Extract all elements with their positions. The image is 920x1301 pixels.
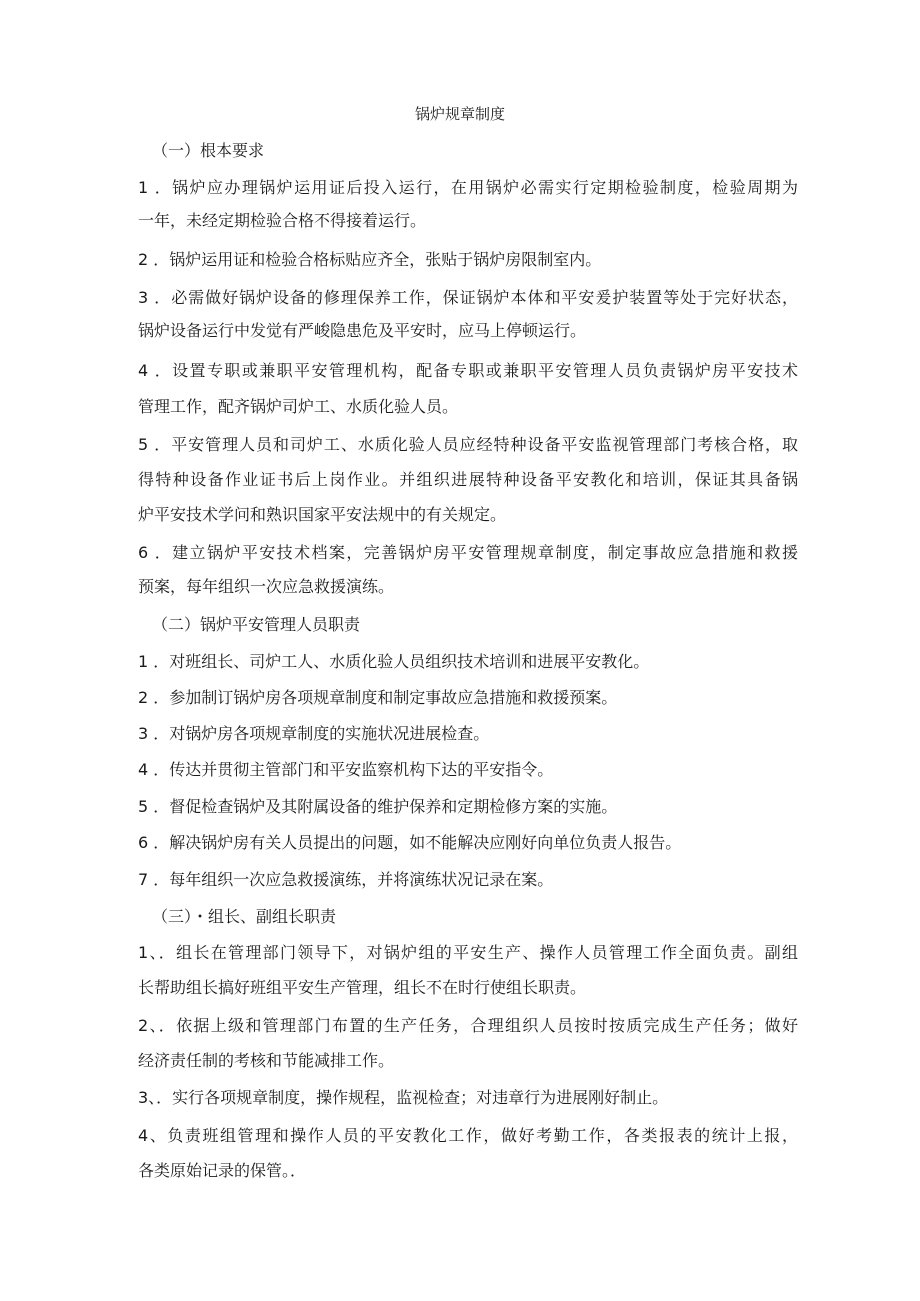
- section-heading-1: （一）根本要求: [152, 141, 265, 160]
- paragraph-line: 1、．组长在管理部门领导下，对锅炉组的平安生产、操作人员管理工作全面负责。副组: [138, 943, 798, 962]
- paragraph-line: 3 ．对锅炉房各项规章制度的实施状况进展检查。: [138, 724, 490, 743]
- paragraph-line: 2 ．参加制订锅炉房各项规章制度和制定事故应急措施和救援预案。: [138, 688, 618, 707]
- paragraph-line: 5 ．督促检查锅炉及其附属设备的维护保养和定期检修方案的实施。: [138, 797, 618, 816]
- paragraph-line: 管理工作，配齐锅炉司炉工、水质化验人员。: [138, 397, 459, 416]
- paragraph-line: 4、负责班组管理和操作人员的平安教化工作，做好考勤工作，各类报表的统计上报，: [138, 1126, 798, 1145]
- paragraph-line: 长帮助组长搞好班组平安生产管理，组长不在时行使组长职责。: [138, 978, 587, 997]
- paragraph-line: 一年，未经定期检验合格不得接着运行。: [138, 211, 427, 230]
- paragraph-line: 1 ．对班组长、司炉工人、水质化验人员组织技术培训和进展平安教化。: [138, 652, 650, 671]
- paragraph-line: 各类原始记录的保管。．: [138, 1161, 307, 1180]
- section-heading-2: （二）锅炉平安管理人员职责: [152, 615, 361, 634]
- paragraph-line: 6 ．建立锅炉平安技术档案，完善锅炉房平安管理规章制度，制定事故应急措施和救援: [138, 543, 798, 562]
- paragraph-line: 得特种设备作业证书后上岗作业。并组织进展特种设备平安教化和培训，保证其具备锅: [138, 470, 798, 489]
- paragraph-line: 1 ．锅炉应办理锅炉运用证后投入运行，在用锅炉必需实行定期检验制度，检验周期为: [138, 178, 798, 197]
- paragraph-line: 2 ．锅炉运用证和检验合格标贴应齐全，张贴于锅炉房限制室内。: [138, 250, 602, 269]
- paragraph-line: 3、．实行各项规章制度，操作规程，监视检查；对违章行为进展刚好制止。: [138, 1088, 669, 1107]
- paragraph-line: 7 ．每年组织一次应急救援演练，并将演练状况记录在案。: [138, 870, 554, 889]
- paragraph-line: 4 ．设置专职或兼职平安管理机构，配备专职或兼职平安管理人员负责锅炉房平安技术: [138, 361, 798, 380]
- paragraph-line: 2、．依据上级和管理部门布置的生产任务，合理组织人员按时按质完成生产任务；做好: [138, 1016, 798, 1035]
- paragraph-line: 6 ．解决锅炉房有关人员提出的问题，如不能解决应刚好向单位负责人报告。: [138, 833, 682, 852]
- paragraph-line: 经济责任制的考核和节能减排工作。: [138, 1051, 395, 1070]
- paragraph-line: 预案，每年组织一次应急救援演练。: [138, 577, 395, 596]
- paragraph-line: 4 ．传达并贯彻主管部门和平安监察机构下达的平安指令。: [138, 760, 554, 779]
- document-title: 锅炉规章制度: [414, 105, 505, 123]
- section-heading-3: （三）・组长、副组长职责: [152, 907, 337, 926]
- paragraph-line: 锅炉设备运行中发觉有严峻隐患危及平安时，应马上停顿运行。: [138, 321, 587, 340]
- paragraph-line: 3 ．必需做好锅炉设备的修理保养工作，保证锅炉本体和平安爰护装置等处于完好状态，: [138, 288, 798, 307]
- paragraph-line: 5 ．平安管理人员和司炉工、水质化验人员应经特种设备平安监视管理部门考核合格，取: [138, 435, 798, 454]
- paragraph-line: 炉平安技术学问和熟识国家平安法规中的有关规定。: [138, 505, 507, 524]
